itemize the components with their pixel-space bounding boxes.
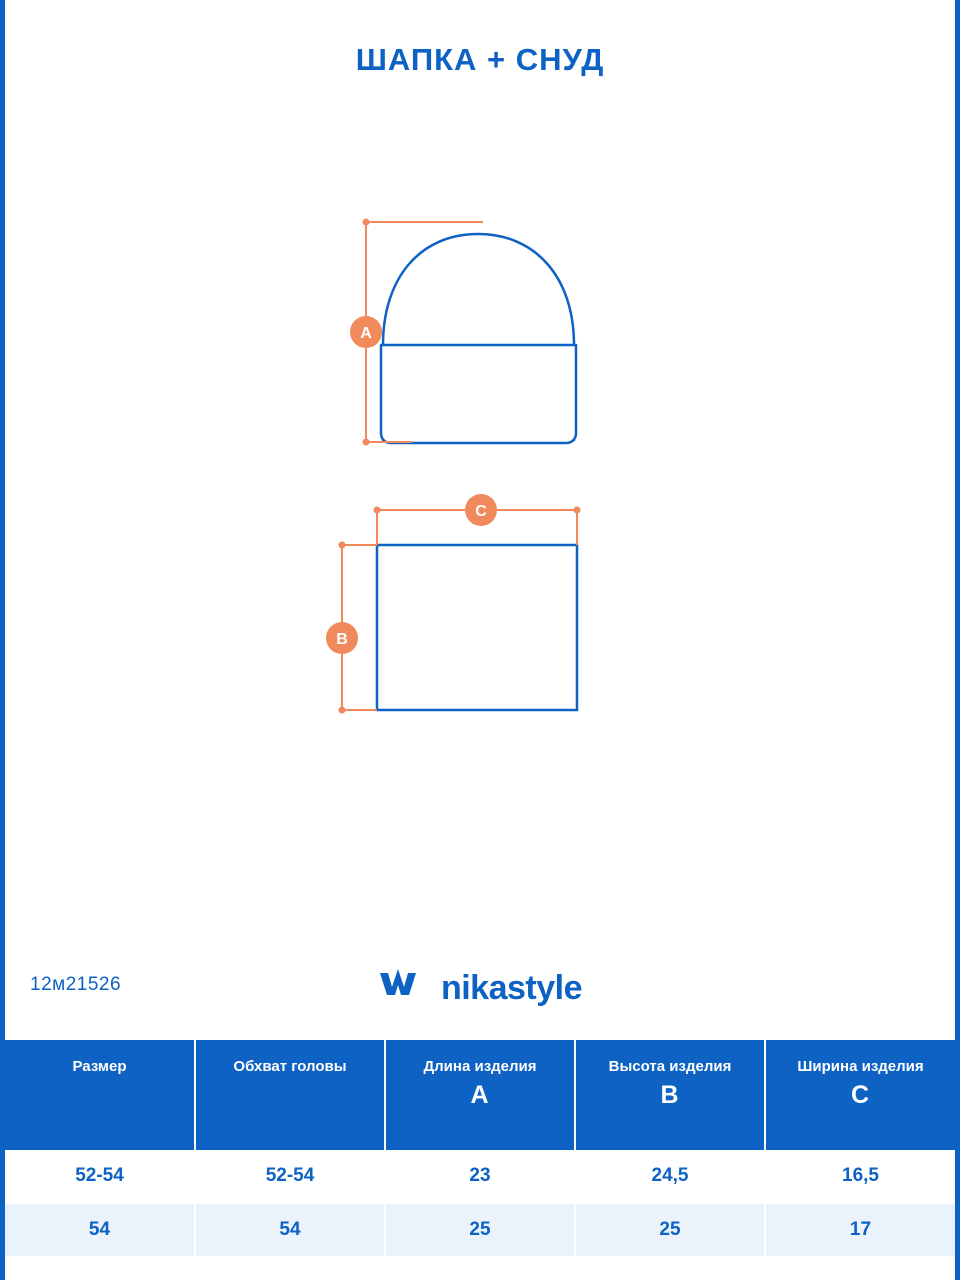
header-label: Обхват головы: [233, 1058, 347, 1075]
nikastyle-wave-logo-icon: [378, 965, 422, 1008]
svg-text:A: A: [360, 325, 372, 342]
table-cell: 17: [765, 1203, 955, 1257]
table-cell: 16,5: [765, 1150, 955, 1203]
measurement-diagram: [0, 190, 960, 770]
dimension-line-c: [374, 494, 581, 545]
dimension-line-b: [326, 542, 377, 714]
table-row: [5, 1150, 955, 1203]
page-title: ШАПКА + СНУД: [355, 42, 605, 77]
header-label: Ширина изделия: [797, 1058, 924, 1075]
table-header-cell: [765, 1040, 955, 1150]
brand-logo-block: [0, 965, 960, 1008]
table-header-cell: [575, 1040, 765, 1150]
size-table: [5, 1040, 955, 1258]
header-label: Длина изделия: [423, 1058, 537, 1075]
table-cell: 24,5: [575, 1150, 765, 1203]
table-header-cell: [195, 1040, 385, 1150]
svg-text:B: B: [336, 631, 348, 648]
header-letter: B: [660, 1081, 680, 1109]
table-cell: 23: [385, 1150, 575, 1203]
table-header-cell: [385, 1040, 575, 1150]
table-cell: 25: [385, 1203, 575, 1257]
brand-name: nikastyle: [440, 969, 582, 1007]
header-letter: C: [850, 1081, 871, 1109]
table-cell: 52-54: [5, 1150, 195, 1203]
header-label: Высота изделия: [608, 1058, 732, 1075]
beanie-hat-outline-icon: [381, 234, 576, 443]
svg-text:C: C: [475, 503, 487, 520]
table-cell: 54: [5, 1203, 195, 1257]
header-label: Размер: [72, 1058, 127, 1075]
snood-square-outline-icon: [377, 545, 577, 710]
header-letter: A: [470, 1081, 490, 1109]
table-cell: 25: [575, 1203, 765, 1257]
table-header-cell: [5, 1040, 195, 1150]
table-row: [5, 1203, 955, 1257]
table-header-row: [5, 1040, 955, 1150]
table-cell: 52-54: [195, 1150, 385, 1203]
table-cell: 54: [195, 1203, 385, 1257]
article-code: 12м21526: [30, 974, 122, 995]
